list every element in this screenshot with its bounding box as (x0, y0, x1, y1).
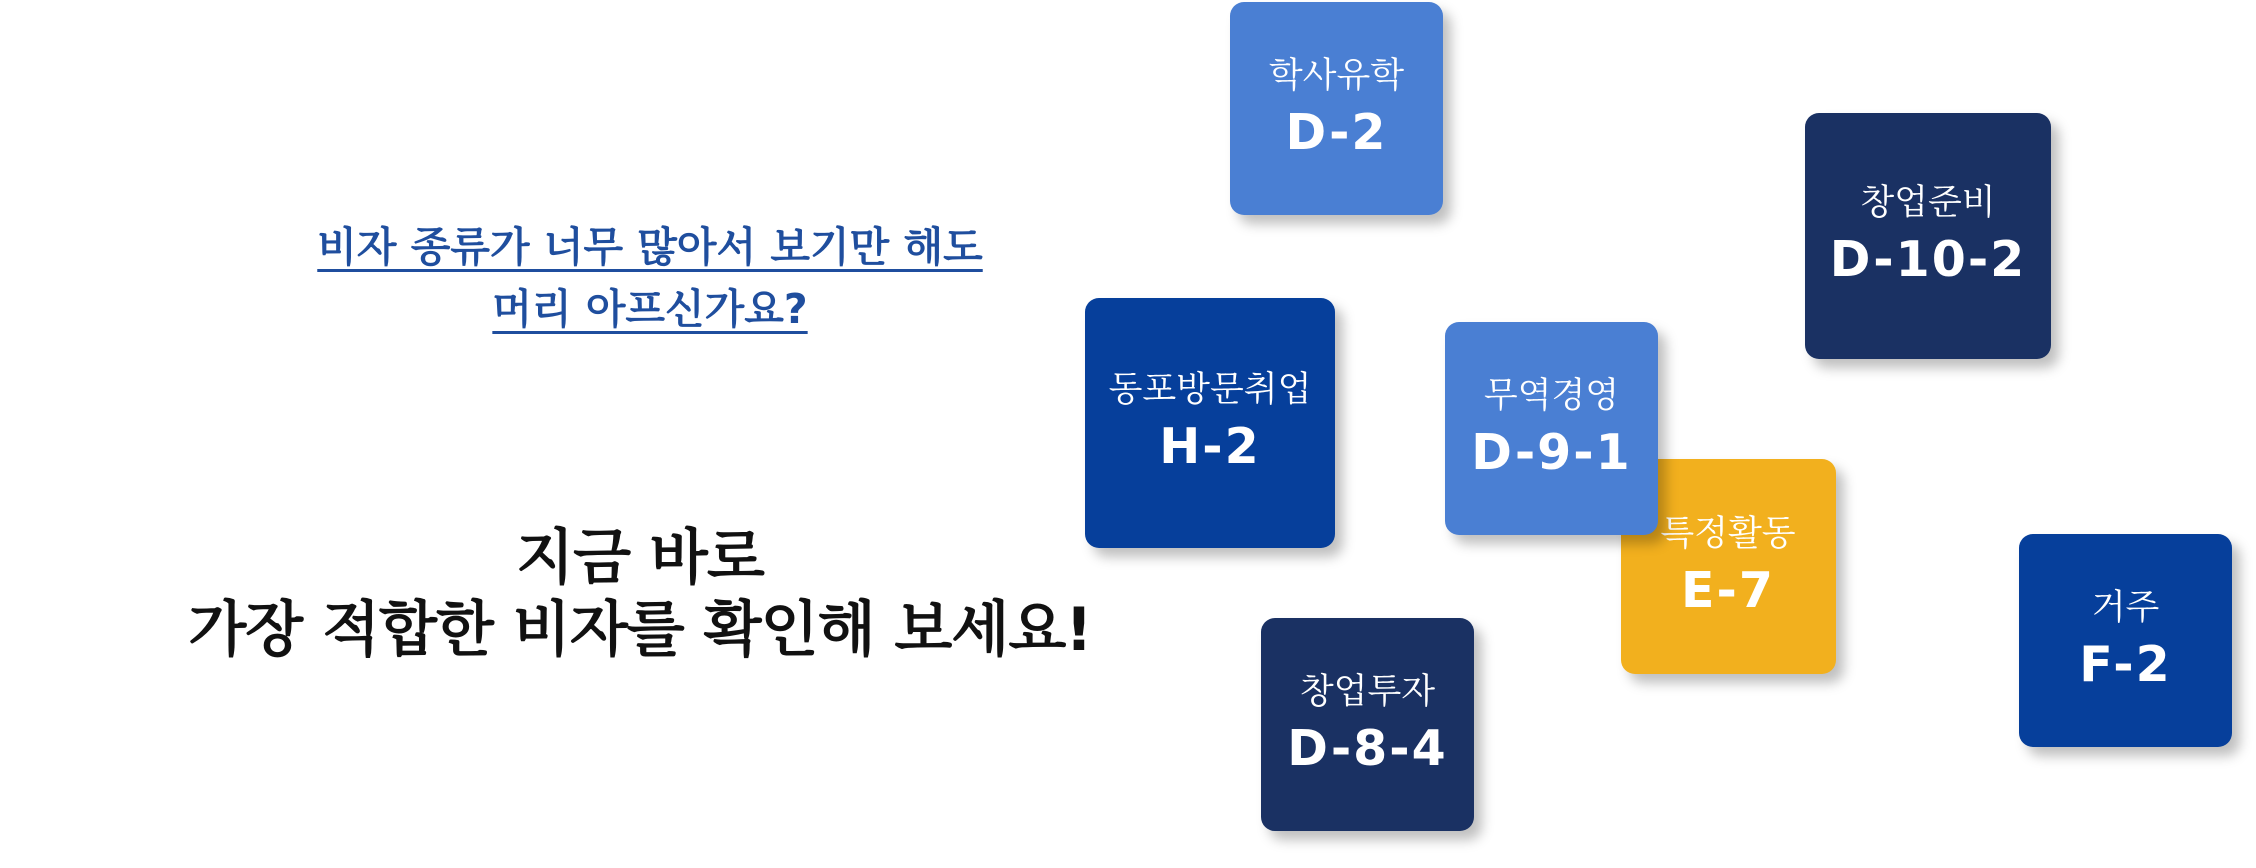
subtitle-line-1: 비자 종류가 너무 많아서 보기만 해도 (317, 223, 983, 271)
headline (100, 522, 1180, 666)
visa-card-code: D-8-4 (1287, 719, 1448, 777)
subtitle (300, 216, 1000, 340)
subtitle-line-2: 머리 아프신가요? (492, 285, 808, 333)
visa-card-code: D-10-2 (1829, 231, 2027, 288)
visa-card-label: 학사유학 (1268, 55, 1405, 96)
visa-card-f-2[interactable] (2019, 534, 2232, 747)
visa-card-d-8-4[interactable] (1261, 618, 1474, 831)
visa-card-code: H-2 (1159, 418, 1261, 475)
visa-card-code: E-7 (1681, 561, 1775, 619)
visa-card-label: 동포방문취업 (1108, 370, 1312, 410)
visa-card-h-2[interactable] (1085, 298, 1335, 548)
visa-card-code: D-9-1 (1471, 423, 1632, 481)
headline-line-2: 가장 적합한 비자를 확인해 보세요! (188, 595, 1092, 665)
visa-card-label: 거주 (2091, 587, 2160, 628)
visa-card-d-10-2[interactable] (1805, 113, 2051, 359)
visa-card-code: D-2 (1285, 103, 1388, 161)
visa-card-label: 창업투자 (1299, 671, 1436, 712)
visa-card-d-9-1[interactable] (1445, 322, 1658, 535)
visa-card-label: 특정활동 (1660, 513, 1796, 554)
visa-card-code: F-2 (2079, 635, 2172, 693)
visa-card-d-2[interactable] (1230, 2, 1443, 215)
visa-card-label: 창업준비 (1860, 183, 1996, 223)
headline-line-1: 지금 바로 (516, 523, 764, 593)
visa-card-label: 무역경영 (1483, 375, 1620, 416)
